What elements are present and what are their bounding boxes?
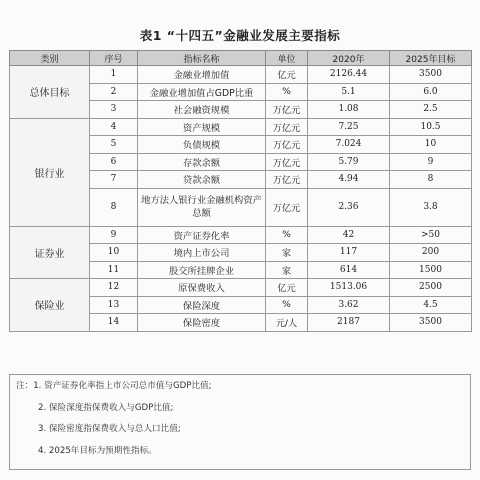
indicator-cell: 保险深度: [138, 296, 266, 314]
unit-cell: 万亿元: [266, 153, 308, 171]
indicator-cell: 股交所挂牌企业: [138, 261, 266, 279]
category-cell: 总体目标: [10, 66, 90, 119]
index-cell: 8: [90, 188, 138, 226]
unit-cell: %: [266, 83, 308, 101]
index-cell: 14: [90, 314, 138, 332]
note-line: 注：1. 资产证券化率指上市公司总市值与GDP比值;: [16, 381, 212, 391]
value-2020-cell: 7.25: [308, 118, 390, 136]
header-unit: 单位: [266, 51, 308, 66]
value-2020-cell: 5.1: [308, 83, 390, 101]
unit-cell: %: [266, 296, 308, 314]
index-cell: 4: [90, 118, 138, 136]
index-cell: 2: [90, 83, 138, 101]
value-2020-cell: 614: [308, 261, 390, 279]
table-row: [10, 279, 472, 297]
unit-cell: 万亿元: [266, 118, 308, 136]
value-2020-cell: 5.79: [308, 153, 390, 171]
indicator-cell: 存款余额: [138, 153, 266, 171]
value-2020-cell: 4.94: [308, 171, 390, 189]
indicator-cell: 负债规模: [138, 136, 266, 154]
index-cell: 9: [90, 226, 138, 244]
index-cell: 7: [90, 171, 138, 189]
table-title: 表1 “十四五”金融业发展主要指标: [139, 28, 341, 43]
target-2025-cell: 200: [390, 244, 472, 262]
category-cell: 证券业: [10, 226, 90, 279]
notes-box: [9, 374, 471, 470]
header-category: 类别: [10, 51, 90, 66]
target-2025-cell: 6.0: [390, 83, 472, 101]
note-line: 3. 保险密度指保费收入与总人口比值;: [38, 424, 181, 434]
table-row: [10, 118, 472, 136]
index-cell: 12: [90, 279, 138, 297]
index-cell: 10: [90, 244, 138, 262]
unit-cell: %: [266, 226, 308, 244]
unit-cell: 家: [266, 244, 308, 262]
header-row: [10, 51, 472, 66]
table-row: [10, 226, 472, 244]
indicator-cell: 保险密度: [138, 314, 266, 332]
indicator-cell: 地方法人银行业金融机构资产总额: [138, 188, 266, 226]
category-cell: 保险业: [10, 279, 90, 332]
unit-cell: 元/人: [266, 314, 308, 332]
value-2020-cell: 2.36: [308, 188, 390, 226]
indicator-table: [9, 50, 472, 332]
unit-cell: 亿元: [266, 279, 308, 297]
indicator-cell: 原保费收入: [138, 279, 266, 297]
note-line: 4. 2025年目标为预期性指标。: [38, 445, 157, 456]
category-cell: 银行业: [10, 118, 90, 226]
index-cell: 1: [90, 66, 138, 84]
header-2020: 2020年: [308, 51, 390, 66]
target-2025-cell: 3.8: [390, 188, 472, 226]
unit-cell: 亿元: [266, 66, 308, 84]
value-2020-cell: 2126.44: [308, 66, 390, 84]
indicator-cell: 金融业增加值: [138, 66, 266, 84]
target-2025-cell: >50: [390, 226, 472, 244]
indicator-cell: 境内上市公司: [138, 244, 266, 262]
value-2020-cell: 1513.06: [308, 279, 390, 297]
value-2020-cell: 117: [308, 244, 390, 262]
target-2025-cell: 8: [390, 171, 472, 189]
header-indicator: 指标名称: [138, 51, 266, 66]
value-2020-cell: 3.62: [308, 296, 390, 314]
target-2025-cell: 3500: [390, 314, 472, 332]
target-2025-cell: 2.5: [390, 101, 472, 119]
value-2020-cell: 2187: [308, 314, 390, 332]
unit-cell: 家: [266, 261, 308, 279]
note-line: 2. 保险深度指保费收入与GDP比值;: [38, 402, 174, 413]
unit-cell: 万亿元: [266, 171, 308, 189]
target-2025-cell: 3500: [390, 66, 472, 84]
indicator-cell: 资产证券化率: [138, 226, 266, 244]
target-2025-cell: 4.5: [390, 296, 472, 314]
target-2025-cell: 10: [390, 136, 472, 154]
index-cell: 11: [90, 261, 138, 279]
target-2025-cell: 9: [390, 153, 472, 171]
index-cell: 3: [90, 101, 138, 119]
unit-cell: 万亿元: [266, 136, 308, 154]
header-2025-target: 2025年目标: [390, 51, 472, 66]
target-2025-cell: 10.5: [390, 118, 472, 136]
target-2025-cell: 2500: [390, 279, 472, 297]
table-row: [10, 66, 472, 84]
unit-cell: 万亿元: [266, 188, 308, 226]
header-index: 序号: [90, 51, 138, 66]
value-2020-cell: 7.024: [308, 136, 390, 154]
unit-cell: 万亿元: [266, 101, 308, 119]
index-cell: 6: [90, 153, 138, 171]
value-2020-cell: 1.08: [308, 101, 390, 119]
index-cell: 5: [90, 136, 138, 154]
target-2025-cell: 1500: [390, 261, 472, 279]
value-2020-cell: 42: [308, 226, 390, 244]
indicator-cell: 贷款余额: [138, 171, 266, 189]
indicator-cell: 资产规模: [138, 118, 266, 136]
index-cell: 13: [90, 296, 138, 314]
indicator-cell: 金融业增加值占GDP比重: [138, 83, 266, 101]
indicator-cell: 社会融资规模: [138, 101, 266, 119]
indicator-table-container: [9, 50, 471, 332]
